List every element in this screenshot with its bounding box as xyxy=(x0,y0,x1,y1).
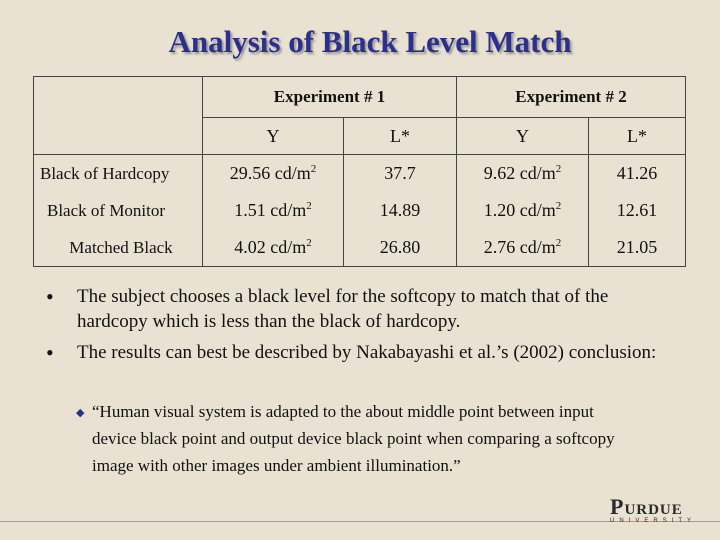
bullet-list xyxy=(46,284,666,371)
cell-e1-y: 1.51 $cd/m^2$ xyxy=(203,192,344,229)
quote-item xyxy=(76,398,632,479)
subheader-e2-l: L* xyxy=(589,118,686,155)
bullet-item xyxy=(46,284,666,334)
black-level-table xyxy=(33,76,686,267)
cell-e2-y: 1.20 $cd/m^2$ xyxy=(457,192,589,229)
logo-wordmark: Purdue xyxy=(610,494,683,519)
cell-e1-l: 26.80 xyxy=(344,229,457,267)
bullet-text: The subject chooses a black level for the softcopy to match that of the hardcopy which is less than the black of hardcopy. xyxy=(77,286,609,332)
bullet-text: The results can best be described by Nakabayashi et al.’s (2002) conclusion: xyxy=(77,342,657,363)
header-experiment-1: Experiment # 1 xyxy=(203,77,457,118)
bullet-dot-icon: • xyxy=(46,284,54,309)
table-row xyxy=(34,155,686,193)
row-label: Matched Black xyxy=(34,229,203,267)
cell-e1-l: 37.7 xyxy=(344,155,457,193)
cell-e2-l: 12.61 xyxy=(589,192,686,229)
cell-e2-l: 21.05 xyxy=(589,229,686,267)
cell-e2-l: 41.26 xyxy=(589,155,686,193)
cell-e2-y: 9.62 $cd/m^2$ xyxy=(457,155,589,193)
cell-e2-y: 2.76 $cd/m^2$ xyxy=(457,229,589,267)
row-label: Black of Monitor xyxy=(34,192,203,229)
cell-e1-y: 4.02 $cd/m^2$ xyxy=(203,229,344,267)
subheader-e1-l: L* xyxy=(344,118,457,155)
subheader-e1-y: Y xyxy=(203,118,344,155)
table-row xyxy=(34,192,686,229)
diamond-bullet-icon: ◆ xyxy=(76,407,85,419)
subheader-e2-y: Y xyxy=(457,118,589,155)
bullet-dot-icon: • xyxy=(46,340,54,365)
logo-university: UNIVERSITY xyxy=(610,518,697,524)
bullet-item xyxy=(46,340,666,365)
header-experiment-2: Experiment # 2 xyxy=(457,77,686,118)
cell-e1-l: 14.89 xyxy=(344,192,457,229)
table-corner-cell xyxy=(34,77,203,155)
cell-e1-y: 29.56 $cd/m^2$ xyxy=(203,155,344,193)
row-label: Black of Hardcopy xyxy=(34,155,203,193)
purdue-logo xyxy=(610,494,706,524)
quote-text: “Human visual system is adapted to the about middle point between input device black point and output device black point when comparing a softcopy image with other images under ambient illumination.” xyxy=(92,402,615,475)
slide-title: Analysis of Black Level Match xyxy=(168,24,572,59)
table-row xyxy=(34,229,686,267)
